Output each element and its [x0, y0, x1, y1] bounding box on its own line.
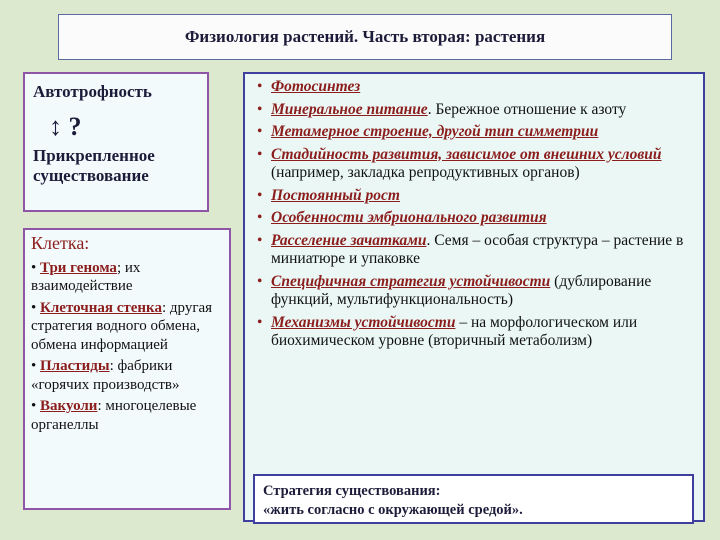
feature-term: Стадийность развития, зависимое от внешних условий	[271, 145, 662, 163]
cell-item-term: Три генома	[40, 259, 117, 276]
cell-item-term: Вакуоли	[40, 398, 98, 414]
feature-term: Фотосинтез	[271, 78, 361, 95]
feature-term: Механизмы устойчивости	[271, 313, 456, 331]
bullet: •	[31, 259, 37, 276]
bullet: •	[257, 231, 263, 249]
attached-existence-text: Прикрепленное существование	[33, 146, 155, 185]
strategy-quote: «жить согласно с окружающей средой».	[263, 502, 523, 518]
cell-heading: Клетка:	[31, 233, 90, 253]
bullet: •	[31, 299, 37, 316]
cell-panel	[23, 228, 231, 510]
cell-item	[31, 299, 223, 355]
feature-item	[257, 78, 693, 97]
bullet: •	[257, 100, 263, 118]
bullet: •	[31, 398, 37, 414]
cell-item-text: ; их взаимодействие	[31, 259, 141, 294]
bullet: •	[257, 209, 263, 226]
cell-item-text: : другая стратегия водного обмена, обмена информацией	[31, 299, 213, 353]
feature-term: Метамерное строение, другой тип симметрии	[271, 123, 599, 140]
feature-term: Минеральное питание	[271, 100, 428, 118]
feature-text: (дублирование функций, мультифункциональность)	[271, 272, 652, 308]
feature-text: . Бережное отношение к азоту	[427, 100, 627, 118]
feature-item	[257, 209, 693, 228]
feature-term: Особенности эмбрионального развития	[271, 209, 547, 226]
bullet: •	[31, 358, 37, 374]
feature-item	[257, 101, 693, 120]
feature-item	[257, 146, 693, 183]
bullet: •	[257, 186, 263, 204]
cell-item	[31, 357, 223, 394]
feature-item	[257, 187, 693, 206]
strategy-heading: Стратегия существования:	[263, 483, 441, 499]
feature-item	[257, 314, 693, 351]
feature-term: Постоянный рост	[271, 186, 400, 204]
cell-item-term: Пластиды	[40, 358, 110, 374]
feature-term: Расселение зачатками	[271, 231, 427, 249]
feature-term: Специфичная стратегия устойчивости	[271, 272, 551, 290]
autotrophy-panel	[23, 72, 209, 212]
bullet: •	[257, 145, 263, 163]
page-title: Физиология растений. Часть вторая: растения	[58, 14, 672, 60]
updown-arrow-icon: ↕ ?	[49, 112, 82, 141]
features-list	[257, 78, 693, 351]
cell-item	[31, 397, 223, 434]
cell-item	[31, 259, 223, 296]
bullet: •	[257, 313, 263, 331]
feature-item	[257, 232, 693, 269]
feature-item	[257, 123, 693, 142]
cell-item-text: : фабрики «горячих производств»	[31, 358, 180, 393]
autotrophy-heading: Автотрофность	[33, 82, 152, 101]
feature-item	[257, 273, 693, 310]
cell-item-term: Клеточная стенка	[40, 299, 162, 316]
features-panel	[243, 72, 705, 522]
bullet: •	[257, 123, 263, 140]
feature-text: (например, закладка репродуктивных органов)	[271, 164, 580, 181]
strategy-callout	[253, 474, 694, 524]
bullet: •	[257, 78, 263, 95]
bullet: •	[257, 272, 263, 290]
feature-text: – на морфологическом или биохимическом уровне (вторичный метаболизм)	[271, 313, 638, 349]
feature-text: . Семя – особая структура – растение в миниатюре и упаковке	[271, 231, 684, 267]
cell-item-text: : многоцелевые органеллы	[31, 398, 197, 433]
